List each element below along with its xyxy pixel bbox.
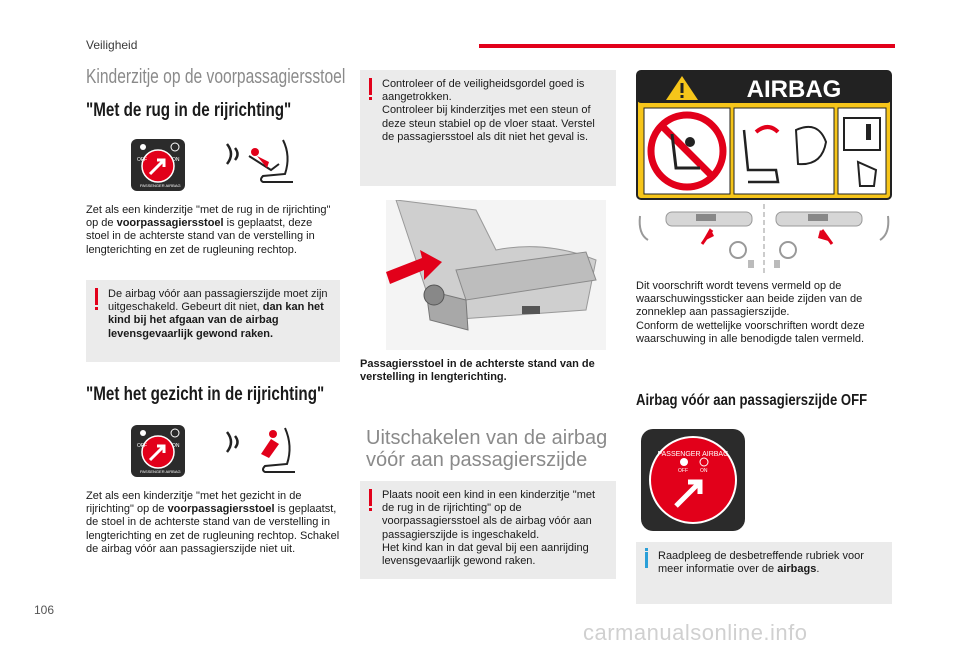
forward-facing-child-seat-icon: [223, 424, 303, 474]
airbag-warning-label: [636, 70, 892, 200]
section-label: Veiligheid: [86, 38, 138, 52]
switch-off-text: OFF: [137, 157, 147, 163]
watermark: carmanualsonline.info: [583, 620, 808, 645]
sun-visor-label-location-diagram: [636, 204, 892, 274]
passenger-airbag-off-lamp-icon: [640, 428, 746, 532]
label-location-text: Dit voorschrift wordt tevens vermeld op de waarschuwingssticker aan beide zijden van de zonneklep aan passagierszijde. Conform de wettelijke voorschriften wordt deze waarschuwing in alle benodigde talen vermeld.: [636, 280, 865, 345]
warning-icon: [369, 78, 372, 95]
rear-facing-warning-box: [86, 280, 340, 362]
front-facing-heading: "Met het gezicht in de rijrichting": [86, 384, 325, 405]
passenger-seat-illustration: [386, 200, 606, 350]
warning-icon: [369, 489, 372, 506]
seatbelt-warning-box: [360, 70, 616, 186]
airbag-off-heading: Airbag vóór aan passagierszijde OFF: [636, 392, 868, 409]
airbag-switch-off-icon: [130, 138, 186, 192]
switch-label-text: PASSENGER AIRBAG: [140, 183, 181, 188]
info-text: Raadpleeg de desbetreffende rubriek voor meer informatie over de airbags.: [658, 550, 864, 576]
rear-facing-text: Zet als een kinderzitje "met de rug in de rijrichting" op de voorpassagiersstoel is geplaatst, deze stoel in de achterste stand van de verstelling in lengterichting en zet de rugleuning rechtop.: [86, 204, 331, 256]
lamp-on-text: ON: [700, 468, 708, 474]
airbag-switch-on-icon: [130, 424, 186, 478]
airbag-label-text: AIRBAG: [746, 76, 842, 103]
page-title: Kinderzitje op de voorpassagiersstoel: [86, 66, 346, 88]
rear-facing-child-seat-icon: [223, 136, 303, 184]
info-box: [636, 542, 892, 604]
seatbelt-warning-text: Controleer of de veiligheidsgordel goed is aangetrokken. Controleer bij kinderzitjes met een steun of deze steun stabiel op de vloer staat. Verstel de passagiersstoel als dit niet het geval is.: [382, 78, 595, 143]
front-facing-text: Zet als een kinderzitje "met het gezicht in de rijrichting" op de voorpassagiersstoel is geplaatst, de stoel in de achterste stand van de verstelling in lengterichting en zet de rugleuning rechtop. Schakel de airbag vóór aan passagierszijde niet uit.: [86, 490, 340, 555]
disable-airbag-heading: Uitschakelen van de airbag vóór aan passagierszijde: [366, 427, 608, 471]
rear-facing-warning-text: De airbag vóór aan passagierszijde moet zijn uitgeschakeld. Gebeurt dit niet, dan kan het kind bij het afgaan van de airbag levensgevaarlijk gewond raken.: [108, 288, 328, 340]
page-number: 106: [34, 603, 55, 617]
switch-label-text: PASSENGER AIRBAG: [140, 469, 181, 474]
warning-icon: [95, 288, 98, 305]
switch-on-text: ON: [172, 443, 180, 449]
switch-off-text: OFF: [137, 443, 147, 449]
seat-caption: Passagiersstoel in de achterste stand van de verstelling in lengterichting.: [360, 358, 595, 384]
disable-airbag-warning-text: Plaats nooit een kind in een kinderzitje "met de rug in de rijrichting" op de voorpassagiersstoel als de airbag vóór aan passagierszijde is ingeschakeld. Het kind kan in dat geval bij een aanrijding levensgevaarlijk gewond raken.: [382, 489, 596, 568]
disable-airbag-warning-box: [360, 481, 616, 579]
rear-facing-heading: "Met de rug in de rijrichting": [86, 100, 292, 121]
lamp-off-text: OFF: [678, 468, 688, 474]
header-accent-bar: [479, 44, 895, 48]
switch-on-text: ON: [172, 157, 180, 163]
info-icon: [645, 548, 648, 551]
lamp-label-text: PASSENGER AIRBAG: [657, 451, 729, 458]
